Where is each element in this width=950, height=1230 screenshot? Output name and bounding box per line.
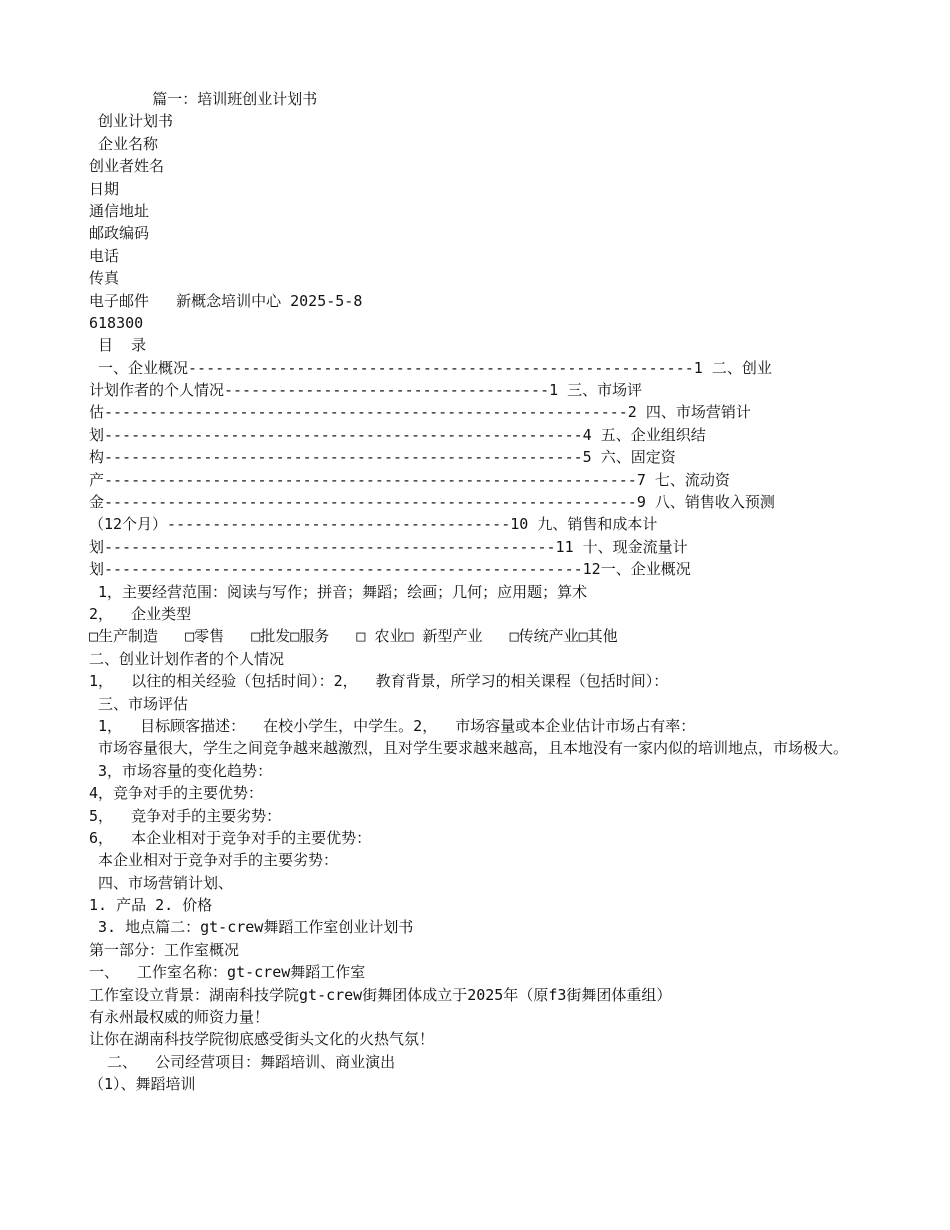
section-heading: 二、创业计划作者的个人情况 xyxy=(89,649,285,668)
body-line: 5， 竞争对手的主要劣势： xyxy=(89,806,282,825)
checkbox-options-line: □生产制造 □零售 □批发□服务 □ 农业□ 新型产业 □传统产业□其他 xyxy=(89,627,618,646)
doc-field-line: 电子邮件 新概念培训中心 2025-5-8 xyxy=(89,291,363,310)
body-paragraph: 市场容量很大，学生之间竞争越来越激烈，且对学生要求越来越高，且本地没有一家内似的培训地点，市场极大。 xyxy=(89,739,849,758)
document-page xyxy=(89,88,864,1096)
body-line: 有永州最权威的师资力量！ xyxy=(89,1008,270,1027)
doc-section-heading: 篇一：培训班创业计划书 xyxy=(89,90,318,108)
doc-field-label: 传真 xyxy=(89,269,120,288)
body-line: （1）、舞蹈培训 xyxy=(89,1075,196,1094)
body-line: 1， 以往的相关经验（包括时间）：2， 教育背景，所学习的相关课程（包括时间）： xyxy=(89,672,669,691)
body-line: 一、 工作室名称：gt-crew舞蹈工作室 xyxy=(89,963,366,982)
body-line: 2， 企业类型 xyxy=(89,604,192,623)
body-line: 6， 本企业相对于竞争对手的主要优势： xyxy=(89,828,372,847)
doc-field-label: 电话 xyxy=(89,246,120,265)
body-line: 本企业相对于竞争对手的主要劣势： xyxy=(89,851,339,870)
body-line: 工作室设立背景：湖南科技学院gt-crew街舞团体成立于2025年（原f3街舞团体重组） xyxy=(89,985,672,1004)
body-line: 1，主要经营范围：阅读与写作；拼音；舞蹈；绘画；几何；应用题；算术 xyxy=(89,582,588,601)
toc-line: 构-----------------------------------------------------5 六、固定资 xyxy=(89,448,676,467)
section-heading: 四、市场营销计划、 xyxy=(89,873,234,892)
body-line: 3，市场容量的变化趋势： xyxy=(89,761,273,780)
doc-field-line: 618300 xyxy=(89,313,144,332)
doc-field-label: 通信地址 xyxy=(89,201,150,220)
doc-field-label: 创业者姓名 xyxy=(89,157,165,176)
body-line: 1. 产品 2. 价格 xyxy=(89,896,213,915)
section-heading: 三、市场评估 xyxy=(89,694,189,713)
doc-field-label: 企业名称 xyxy=(89,134,159,153)
section-heading: 第一部分：工作室概况 xyxy=(89,940,240,959)
toc-line: 金-----------------------------------------------------------9 八、销售收入预测 xyxy=(89,493,775,512)
toc-line: 产-----------------------------------------------------------7 七、流动资 xyxy=(89,470,730,489)
body-line: 3. 地点篇二：gt-crew舞蹈工作室创业计划书 xyxy=(89,918,414,937)
toc-line: 计划作者的个人情况------------------------------------1 三、市场评 xyxy=(89,381,643,400)
body-line: 二、 公司经营项目：舞蹈培训、商业演出 xyxy=(89,1052,396,1071)
toc-line: （12个月）--------------------------------------10 九、销售和成本计 xyxy=(89,515,658,534)
body-line: 让你在湖南科技学院彻底感受街头文化的火热气氛！ xyxy=(89,1030,435,1049)
doc-field-label: 日期 xyxy=(89,179,120,198)
doc-title: 创业计划书 xyxy=(89,112,174,131)
toc-line: 一、企业概况--------------------------------------------------------1 二、创业 xyxy=(89,358,772,377)
toc-line: 划-----------------------------------------------------4 五、企业组织结 xyxy=(89,425,706,444)
toc-line: 划-----------------------------------------------------12一、企业概况 xyxy=(89,560,691,579)
toc-line: 划--------------------------------------------------11 十、现金流量计 xyxy=(89,537,688,556)
toc-line: 估----------------------------------------------------------2 四、市场营销计 xyxy=(89,403,751,422)
body-line: 4，竞争对手的主要优势： xyxy=(89,784,264,803)
body-line: 1， 目标顾客描述： 在校小学生，中学生。2， 市场容量或本企业估计市场占有率： xyxy=(89,716,696,735)
doc-field-label: 邮政编码 xyxy=(89,224,150,243)
toc-heading: 目 录 xyxy=(89,336,147,355)
